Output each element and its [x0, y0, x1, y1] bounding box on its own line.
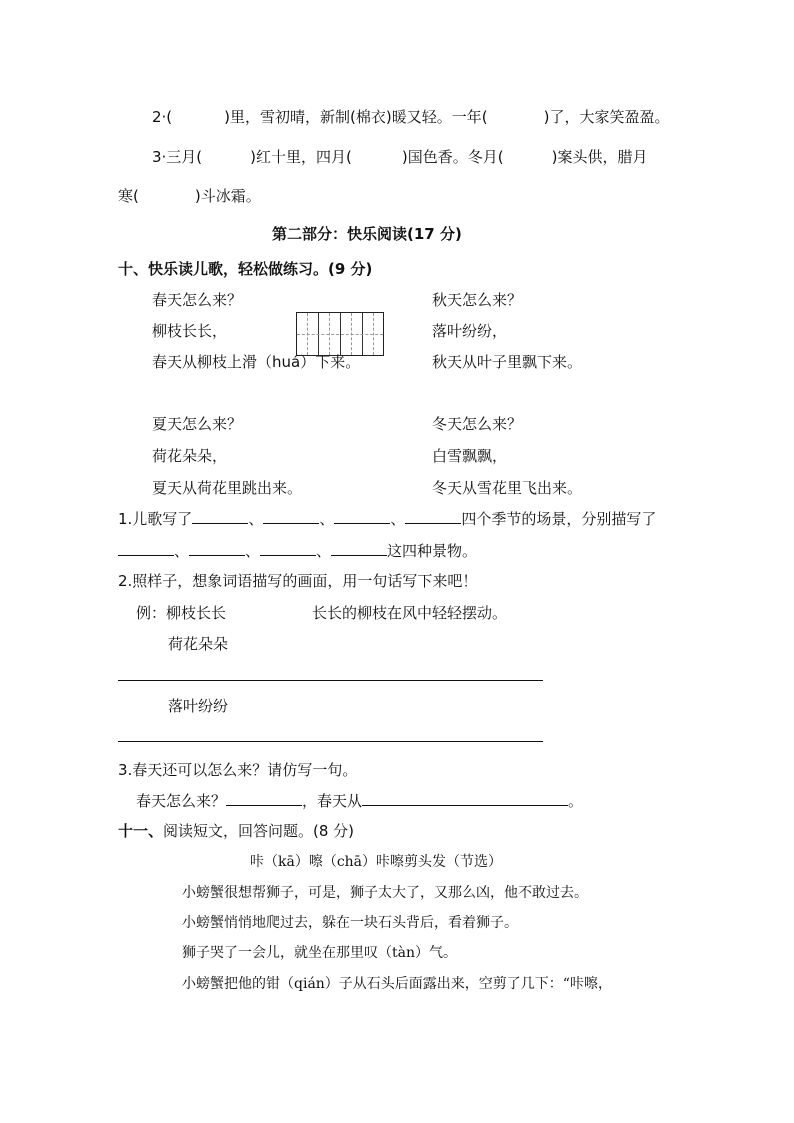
section10-q1-line1 — [118, 508, 656, 529]
section11-heading — [118, 821, 354, 841]
q3-text-e: )斗冰霜。 — [194, 187, 261, 205]
writing-grid-box[interactable] — [296, 312, 384, 356]
q3-text-b: )国色香。冬月( — [401, 148, 504, 166]
answer-line[interactable] — [192, 508, 248, 524]
q2-text-b: )了，大家笑盈盈。 — [543, 108, 670, 126]
part1-q3-line2 — [118, 186, 261, 206]
answer-blank[interactable] — [488, 108, 544, 122]
separator: 、 — [245, 542, 261, 560]
poem-summer-line3: 夏天从荷花里跳出来。 — [152, 479, 303, 497]
poem-spring-line3: 春天从柳枝上滑（huá）下来。 — [152, 353, 361, 371]
answer-blank[interactable] — [202, 148, 250, 162]
answer-line[interactable] — [405, 508, 461, 524]
answer-blank[interactable] — [504, 148, 552, 162]
separator: 、 — [174, 542, 190, 560]
section10-q2-prompt: 2.照样子，想象词语描写的画面，用一句话写下来吧！ — [118, 572, 478, 590]
poem-winter-line2: 白雪飘飘， — [432, 447, 508, 465]
q3-text-a: 春天怎么来？ — [136, 792, 227, 810]
example-answer: 长长的柳枝在风中轻轻摆动。 — [312, 604, 508, 622]
section10-q3-line — [136, 790, 583, 811]
answer-line[interactable] — [334, 508, 390, 524]
answer-line[interactable] — [263, 508, 319, 524]
q3-text-a: )红十里，四月( — [250, 148, 352, 166]
answer-blank[interactable] — [172, 108, 224, 122]
q3-text-c: )案头供，腊月 — [551, 148, 648, 166]
answer-blank[interactable] — [139, 187, 195, 201]
story-title: 咔（kā）嚓（chā）咔嚓剪头发（节选） — [250, 854, 503, 870]
separator: 、 — [319, 510, 335, 528]
answer-line[interactable] — [362, 790, 568, 806]
answer-line[interactable] — [189, 540, 245, 556]
section10-heading: 十、快乐读儿歌，轻松做练习。(9 分) — [118, 260, 373, 278]
part1-q2 — [152, 107, 669, 127]
separator: 、 — [248, 510, 264, 528]
answer-line[interactable] — [226, 790, 302, 806]
q1-text-a: 1.儿歌写了 — [118, 510, 193, 528]
q3-text-d: 寒( — [118, 187, 139, 205]
story-paragraph: 小螃蟹很想帮狮子，可是，狮子太大了，又那么凶，他不敢过去。 — [182, 885, 588, 901]
q2-item-lotus: 荷花朵朵 — [168, 635, 229, 653]
q2-text-a: )里，雪初晴，新制(棉衣)暖又轻。一年( — [224, 108, 488, 126]
q1-text-b: 四个季节的场景，分别描写了 — [461, 510, 657, 528]
q2-item-leaves: 落叶纷纷 — [168, 697, 229, 715]
poem-summer-line2: 荷花朵朵， — [152, 447, 228, 465]
answer-line[interactable] — [331, 540, 387, 556]
q3-number: 3·三月( — [152, 148, 203, 166]
separator: 、 — [316, 542, 332, 560]
poem-autumn-line2: 落叶纷纷， — [432, 322, 508, 340]
poem-autumn-line3: 秋天从叶子里飘下来。 — [432, 353, 583, 371]
story-paragraph: 小螃蟹把他的钳（qián）子从石头后面露出来，空剪了几下：“咔嚓， — [182, 976, 612, 992]
answer-blank[interactable] — [352, 148, 402, 162]
q3-text-b: ，春天从 — [302, 792, 363, 810]
story-paragraph: 狮子哭了一会儿，就坐在那里叹（tàn）气。 — [182, 945, 457, 961]
story-paragraph: 小螃蟹悄悄地爬过去，躲在一块石头背后，看着狮子。 — [182, 915, 518, 931]
part1-q3-line1 — [152, 147, 647, 167]
poem-winter-line3: 冬天从雪花里飞出来。 — [432, 479, 583, 497]
poem-autumn-line1: 秋天怎么来？ — [432, 291, 523, 309]
section10-q3-prompt: 3.春天还可以怎么来？请仿写一句。 — [118, 761, 358, 779]
poem-spring-line2: 柳枝长长， — [152, 322, 228, 340]
part2-title: 第二部分：快乐阅读(17 分) — [272, 225, 462, 243]
q3-text-end: 。 — [568, 792, 584, 810]
example-label: 例：柳枝长长 — [136, 604, 227, 622]
section11-title: 阅读短文，回答问题。(8 分) — [163, 822, 355, 840]
answer-line[interactable] — [118, 680, 543, 681]
poem-summer-line1: 夏天怎么来？ — [152, 415, 243, 433]
poem-winter-line1: 冬天怎么来？ — [432, 415, 523, 433]
poem-spring-line1: 春天怎么来？ — [152, 291, 243, 309]
separator: 、 — [390, 510, 406, 528]
q2-number: 2·( — [152, 108, 173, 126]
section10-q1-line2 — [118, 540, 477, 561]
answer-line[interactable] — [118, 741, 543, 742]
section11-number: 十一、 — [118, 822, 164, 840]
answer-line[interactable] — [118, 540, 174, 556]
q1-text-c: 这四种景物。 — [387, 542, 478, 560]
answer-line[interactable] — [260, 540, 316, 556]
